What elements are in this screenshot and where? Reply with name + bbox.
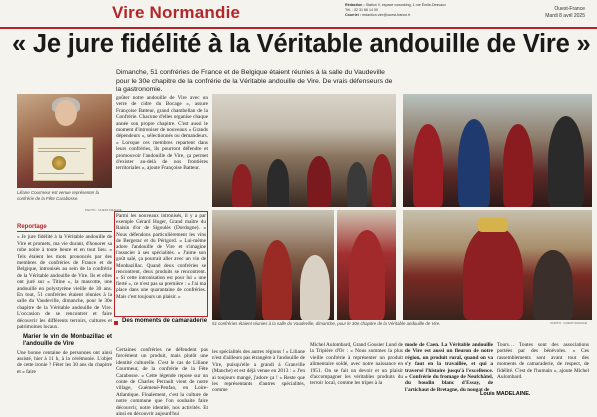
certificate-line (38, 173, 84, 174)
highlight-box (114, 211, 208, 317)
tel-label: Tél. : (345, 8, 353, 13)
photo-figure (413, 124, 443, 207)
photo-hat (478, 218, 508, 232)
courriel-address[interactable]: redaction.vire@ouest-france.fr (361, 13, 411, 18)
header-rule (0, 27, 597, 29)
photo-figure (220, 250, 256, 320)
article-chapeau: Dimanche, 51 confréries de France et de Belgique étaient réunies à la salle du Vaudeville pour le 30e chapitre de la confrérie de la Véritable andouille de Vire. De vrais défenseurs de la gastronomie. (116, 69, 393, 94)
photo-figure (548, 116, 584, 207)
publication-name: Ouest-France (554, 6, 585, 12)
courriel-label: Courriel : (345, 13, 361, 18)
photo-figure (503, 124, 533, 207)
article-headline: « Je jure fidélité à la Véritable andouille de Vire » (12, 30, 591, 58)
camaraderie-subhead: Des moments de camaraderie (122, 318, 208, 324)
photo-figure (307, 156, 331, 207)
photo-grand-maitre (403, 210, 592, 320)
column-1-text: « Je jure fidélité à la Véritable andouille de Vire et promets, ma vie durant, d'honorer sa robe noire à toute heure et en tout lieu. » Tels étaient les mots prononcés par des membres de confréries de France et de Belgique, intronisés au sein de la confrérie de la Véritable andouille de Vire. Ils et elles ont juré sur « Titine », la mascotte, une andouille en polystyrène vieille de 30 ans. En tout, 51 confréries étaient réunies à la salle du Vaudeville, dimanche, pour le 30e chapitre de la Véritable andouille de Vire. L'occasion de se rencontrer et faire découvrir les différents terroirs, cultures et patrimoines locaux. (17, 234, 112, 331)
photo-figure (347, 162, 367, 207)
article-column-5: Michel Aulombard, Grand Gousier Lund de la Tripière d'Or : « Nous sommes la plus vieille confrérie à représenter un produit alimentaire soldé, avec notre naissance en 1951. On se fait un devoir et un plaisir d'accompagner les véritables produits du terroir local, comme les tripes à la (310, 342, 403, 387)
camaraderie-subhead-wrap (116, 318, 208, 325)
photo-figure (262, 240, 292, 320)
photos-credit: PHOTO : OUEST-FRANCE (550, 321, 587, 325)
article-signature: Louis MADELAINE. (480, 391, 531, 397)
highlight-box-text: Parmi les nouveaux intronisés, il y a par exemple Gérard Huger, Grand maître du Raisin d'or de Sigoulès (Dordogne). « Nous défendons particulièrement les vins de Bergerac et du Périgord. » Lui-même adore l'andouille de Vire et s'imagine l'associer à ses spécialités. « J'aime son goût salé, ça pourrait aller avec un vin de Monbazillac. Quand deux confréries se rencontrent, deux produits se rencontrent. » Si cette intronisation est pour lui « une fierté », ce n'est pas sa première : « J'ai ma place dans une quarantaine de confréries. Mais c'est toujours un plaisir. » (116, 213, 206, 300)
publication-block (545, 6, 585, 19)
article-column-3: Certaines confréries ne défendent pas forcément un produit, mais plutôt une identité culturelle. C'est le cas de Liliane Courmeur, de la confrérie de la Fête Carabosse. « Cette légende repose sur un conte de Charles Perrault vient de notre village, Guémené-Penfao, en Loire-Atlantique. Finalement, c'est la culture de notre commune que l'on souhaite faire découvrir, notre identité, nos activités. Et ainsi en découvrir aujourd'hui (116, 347, 208, 417)
article-column-4: les spécialités des autres régions ! » Liliane n'est d'ailleurs pas étrangère à l'andouille de Vire, puisqu'elle a grandi à Granville (Manche) et est déjà venue en 2013 : « J'en ai toujours mangé, j'adore ça ! » Reste que les représentants d'autres spécialités, comme (212, 349, 305, 394)
portrait-credit: PHOTO : OUEST-FRANCE (85, 208, 122, 212)
photos-caption: 51 confréries étaient réunies à la salle du Vaudeville, dimanche, pour le 30e chapitre de la Véritable andouille de Vire. (212, 321, 441, 326)
certificate-medal (52, 156, 66, 170)
photo-figure (232, 164, 252, 207)
column-1-subhead: Marier le vin de Monbazillac et l'andouille de Vire (23, 333, 112, 347)
portrait-caption: Liliane Courmeur est venue représenter la confrérie de la Fête Carabosse. (17, 190, 100, 201)
column-1-text-2: Une bonne centaine de personnes ont ainsi assisté, hier à 11 h, à la cérémonie. L'objet de cette ironie ? Fêter les 30 ans du chapitre et « faire (17, 349, 112, 375)
certificate-image (33, 137, 93, 181)
photo-figure (372, 154, 392, 207)
portrait-face (55, 100, 77, 126)
photo-figure (349, 230, 385, 320)
photo-figure (267, 159, 289, 207)
redaction-label: Rédaction : (345, 3, 365, 7)
article-column-1 (17, 224, 112, 375)
photo-hall-assembly (212, 94, 396, 207)
publication-date: Mardi 8 avril 2025 (545, 12, 585, 19)
certificate-line (38, 151, 80, 152)
newsroom-info (345, 3, 495, 19)
redaction-address: Station V, espace coworking, 1 rue Émile-Desvaux (365, 3, 446, 7)
reportage-label: Reportage (17, 224, 112, 232)
photo-figure (463, 225, 523, 320)
article-column-2: goûter notre andouille de Vire avec un verre de cidre du Bocage », assure Françoise Batteur, grand chambellan de la Confrérie. Chacune d'elles organise chaque année son propre chapitre. C'est aussi le moment d'introniser de nouveaux « Grands dépendeurs », sélectionnés ou demandeurs. « Lorsque ces membres repartent dans leurs confréries, ils pourront défendre et promouvoir l'andouille de Vire, ça permet d'exister au-delà de nos frontières territoriales », ajoute Françoise Batteur. (116, 95, 208, 172)
certificate-line (38, 148, 86, 149)
photo-figure (533, 250, 573, 320)
photo-ceremony-robes (403, 94, 592, 207)
article-column-6: mode de Caen. La Véritable andouille de Vire est aussi un fleuron de notre région, un produit rural, quand on va s'y faut en la travaillée, et qui a traversé l'histoire jusqu'à l'excellence. » Confrérie du fromage de Neufchâtel, du boudin blanc d'Essay, de l'artichaut de Bretagne, du nougat de (405, 342, 493, 393)
subhead-marker (114, 321, 118, 325)
tel-number: 02 31 66 14 00 (354, 8, 378, 13)
photo-audience (212, 210, 334, 320)
article-column-7: Tours… Toutes sont des associations portées par des bénévoles. « Ces rassemblements sont avant tout des moments de camaraderie, de respect, de fidélité. C'est de l'humain », ajoute Michel Aulombard. (497, 342, 589, 381)
section-title: Vire Normandie (112, 3, 241, 22)
photo-figure (458, 119, 490, 207)
photo-member-red-robe (337, 210, 396, 320)
photo-figure (300, 255, 330, 320)
